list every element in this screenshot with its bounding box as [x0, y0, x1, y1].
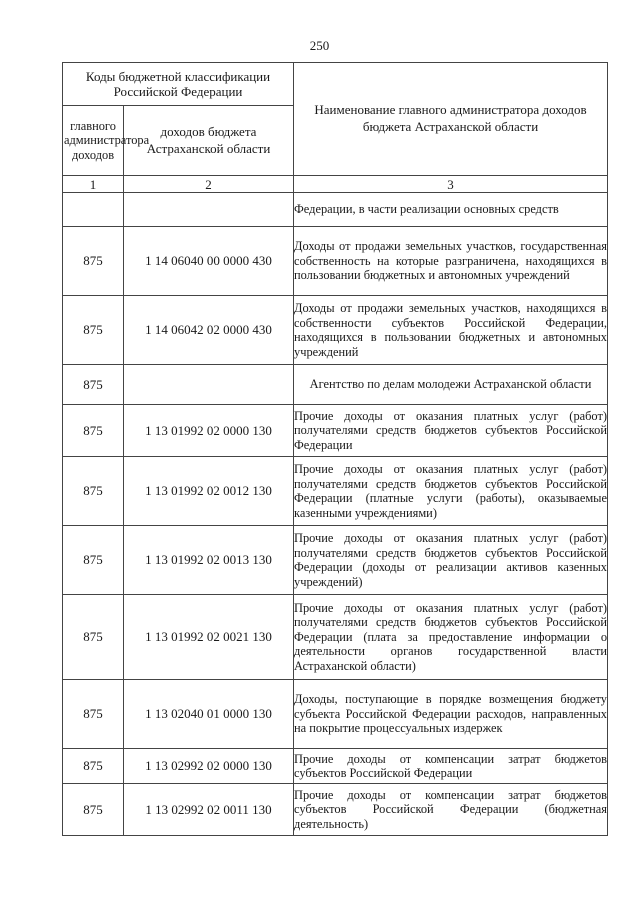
admin-code-cell: 875: [63, 405, 124, 457]
income-name-cell: Прочие доходы от оказания платных услуг (работ) получателями средств бюджетов субъектов Российской Федерации (доходы от реализации активов казенных учреждений): [294, 526, 608, 595]
table-row: [63, 227, 608, 296]
admin-code-cell: 875: [63, 784, 124, 836]
admin-code-cell: 875: [63, 526, 124, 595]
agency-name-cell: Агентство по делам молодежи Астраханской области: [294, 365, 608, 405]
income-name-cell: Доходы от продажи земельных участков, государственная собственность на которые разграничена, находящихся в пользовании бюджетных и автономных учреждений: [294, 227, 608, 296]
income-code-cell: 1 13 01992 02 0021 130: [124, 595, 294, 680]
column-number-1: 1: [63, 176, 124, 193]
income-name-cell: Прочие доходы от компенсации затрат бюджетов субъектов Российской Федерации: [294, 749, 608, 784]
table-row: [63, 296, 608, 365]
income-code-cell: 1 13 01992 02 0000 130: [124, 405, 294, 457]
income-name-cell: Доходы от продажи земельных участков, находящихся в собственности субъектов Российской Федерации, находящихся в пользовании бюджетных и автономных учреждений: [294, 296, 608, 365]
income-name-cell: Прочие доходы от компенсации затрат бюджетов субъектов Российской Федерации (бюджетная деятельность): [294, 784, 608, 836]
income-code-cell: 1 14 06040 00 0000 430: [124, 227, 294, 296]
admin-code-cell: 875: [63, 457, 124, 526]
income-code-cell: [124, 365, 294, 405]
table-row: [63, 526, 608, 595]
header-row-top: [63, 63, 608, 106]
admin-code-cell: 875: [63, 296, 124, 365]
table-row: [63, 457, 608, 526]
income-code-cell: 1 14 06042 02 0000 430: [124, 296, 294, 365]
page-number: 250: [309, 38, 330, 53]
income-name-cell: Федерации, в части реализации основных средств: [294, 193, 608, 227]
table-row: [63, 784, 608, 836]
income-code-cell: 1 13 02040 01 0000 130: [124, 680, 294, 749]
income-name-cell: Прочие доходы от оказания платных услуг (работ) получателями средств бюджетов субъектов Российской Федерации: [294, 405, 608, 457]
income-code-cell: [124, 193, 294, 227]
table-row: [63, 595, 608, 680]
admin-code-cell: 875: [63, 749, 124, 784]
income-code-cell: 1 13 02992 02 0000 130: [124, 749, 294, 784]
header-codes-group: Коды бюджетной классификации Российской Федерации: [63, 63, 294, 106]
header-admin-column: главного администратора доходов: [63, 106, 124, 176]
header-column-numbers: [63, 176, 608, 193]
income-code-cell: 1 13 02992 02 0011 130: [124, 784, 294, 836]
income-name-cell: Доходы, поступающие в порядке возмещения бюджету субъекта Российской Федерации расходов, направленных на покрытие процессуальных издержек: [294, 680, 608, 749]
admin-code-cell: 875: [63, 680, 124, 749]
admin-code-cell: 875: [63, 227, 124, 296]
header-name-column: Наименование главного администратора доходов бюджета Астраханской области: [294, 63, 608, 176]
income-code-cell: 1 13 01992 02 0012 130: [124, 457, 294, 526]
column-number-3: 3: [294, 176, 608, 193]
table-row: [63, 405, 608, 457]
admin-code-cell: [63, 193, 124, 227]
table-row: [63, 680, 608, 749]
column-number-2: 2: [124, 176, 294, 193]
table-row: [63, 365, 608, 405]
header-income-column: доходов бюджета Астраханской области: [124, 106, 294, 176]
admin-code-cell: 875: [63, 365, 124, 405]
table-row: [63, 749, 608, 784]
table-row: [63, 193, 608, 227]
admin-code-cell: 875: [63, 595, 124, 680]
income-name-cell: Прочие доходы от оказания платных услуг (работ) получателями средств бюджетов субъектов Российской Федерации (плата за предоставление информации о деятельности органов государственной власти Астраханской области): [294, 595, 608, 680]
income-name-cell: Прочие доходы от оказания платных услуг (работ) получателями средств бюджетов субъектов Российской Федерации (платные услуги (работы), оказываемые казенными учреждениями): [294, 457, 608, 526]
budget-classification-table: [62, 62, 608, 836]
income-code-cell: 1 13 01992 02 0013 130: [124, 526, 294, 595]
